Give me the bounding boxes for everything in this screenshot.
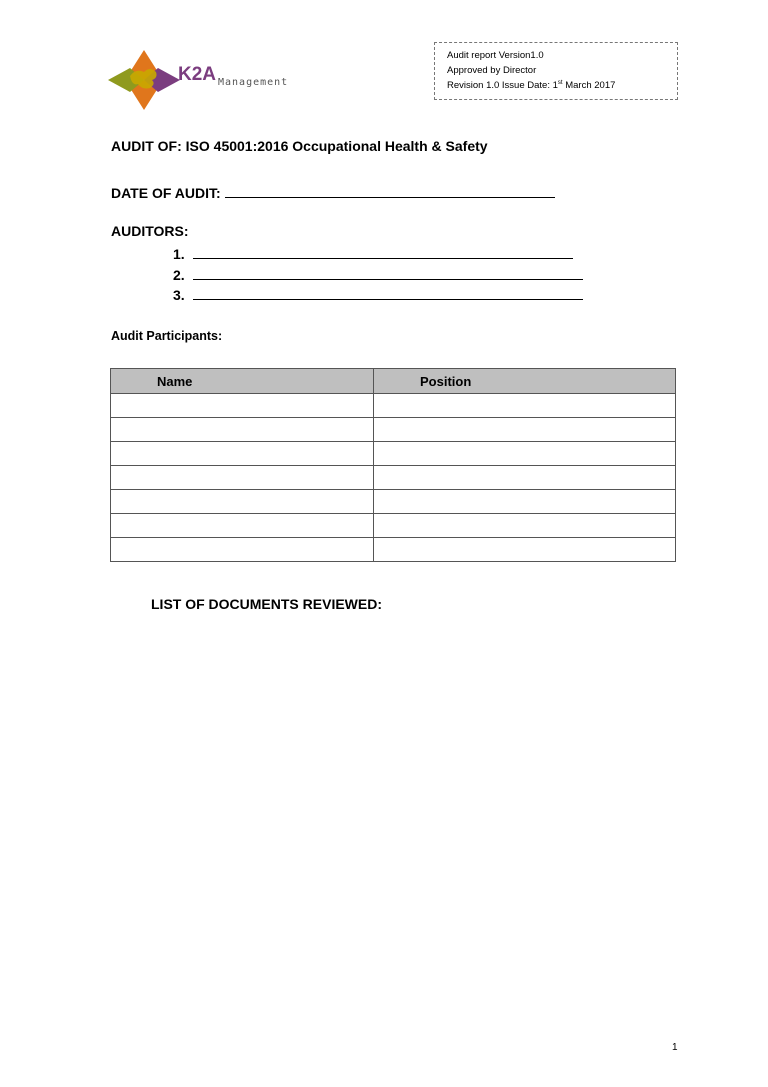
- table-row: [111, 538, 676, 562]
- svg-text:K2A: K2A: [178, 64, 217, 85]
- table-row: [111, 466, 676, 490]
- name-cell[interactable]: [111, 442, 374, 466]
- participants-table: [110, 368, 676, 562]
- page-number: 1: [672, 1042, 678, 1053]
- auditor-field-1[interactable]: [193, 244, 573, 259]
- date-of-audit-label: DATE OF AUDIT:: [111, 185, 221, 201]
- position-cell[interactable]: [374, 394, 676, 418]
- position-cell[interactable]: [374, 442, 676, 466]
- svg-text:Management: Management: [218, 77, 289, 88]
- position-cell[interactable]: [374, 514, 676, 538]
- name-cell[interactable]: [111, 514, 374, 538]
- participants-label: Audit Participants:: [111, 329, 223, 343]
- version-line: Audit report Version1.0: [447, 50, 544, 61]
- name-column-header: Name: [111, 369, 374, 394]
- auditors-list: [173, 244, 583, 306]
- document-control-box: [434, 42, 678, 100]
- name-cell[interactable]: [111, 490, 374, 514]
- date-of-audit-row: [111, 183, 555, 201]
- table-row: [111, 442, 676, 466]
- documents-reviewed-heading: LIST OF DOCUMENTS REVIEWED:: [151, 596, 382, 612]
- name-cell[interactable]: [111, 418, 374, 442]
- position-cell[interactable]: [374, 490, 676, 514]
- table-row: [111, 418, 676, 442]
- revision-line: Revision 1.0 Issue Date: 1st March 2017: [447, 80, 616, 91]
- auditor-field-2[interactable]: [193, 265, 583, 280]
- name-cell[interactable]: [111, 466, 374, 490]
- auditor-field-3[interactable]: [193, 285, 583, 300]
- logo-mark-icon: [108, 50, 308, 110]
- audit-of-heading: AUDIT OF: ISO 45001:2016 Occupational Health & Safety: [111, 138, 488, 154]
- position-cell[interactable]: [374, 418, 676, 442]
- auditor-line-2: 2.: [173, 265, 583, 286]
- position-cell[interactable]: [374, 538, 676, 562]
- auditor-line-1: 1.: [173, 244, 583, 265]
- auditors-label: AUDITORS:: [111, 223, 189, 239]
- table-row: [111, 490, 676, 514]
- table-row: [111, 394, 676, 418]
- name-cell[interactable]: [111, 538, 374, 562]
- date-of-audit-field[interactable]: [225, 183, 555, 198]
- position-column-header: Position: [374, 369, 676, 394]
- company-logo: [108, 50, 308, 110]
- table-header-row: [111, 369, 676, 394]
- approved-line: Approved by Director: [447, 65, 537, 76]
- position-cell[interactable]: [374, 466, 676, 490]
- name-cell[interactable]: [111, 394, 374, 418]
- auditor-line-3: 3.: [173, 285, 583, 306]
- table-row: [111, 514, 676, 538]
